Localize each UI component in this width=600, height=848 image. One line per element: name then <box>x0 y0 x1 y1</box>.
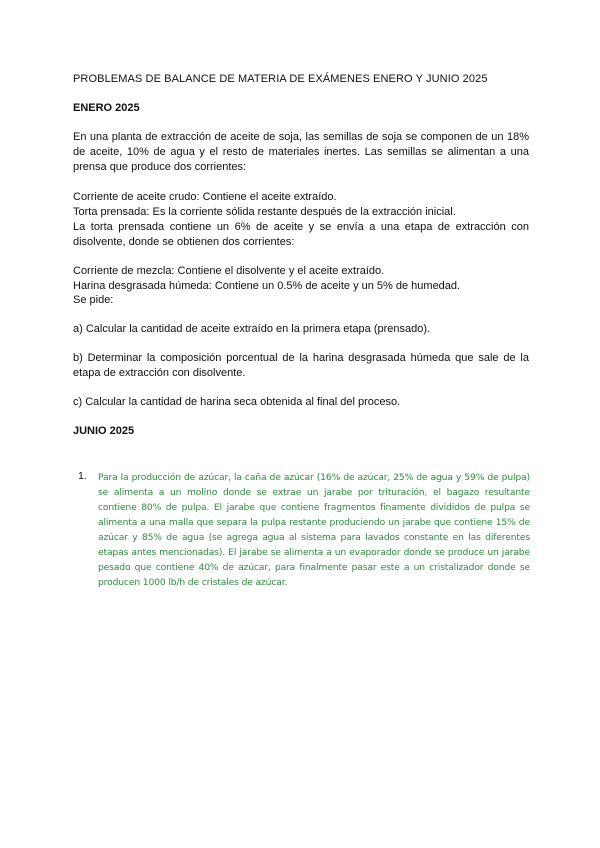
section-heading-junio: JUNIO 2025 <box>73 425 135 437</box>
enero-stream-crude-oil: Corriente de aceite crudo: Contiene el aceite extraído. <box>73 191 337 203</box>
junio-item-number: 1. <box>78 470 87 482</box>
junio-item-text: Para la producción de azúcar, la caña de azúcar (16% de azúcar, 25% de agua y 59% de pulpa) se alimenta a un molino donde se extrae un jarabe por trituración, el bagazo resultante contiene 80% de pulpa. El jarabe que contiene fragmentos finamente divididos de pulpa se alimenta a una malla que separa la pulpa restante produciendo un jarabe que contiene 15% de azúcar y 85% de agua (se agrega agua al sistema para lavados constante en las diferentes etapas antes mencionadas). El jarabe se alimenta a un evaporador donde se produce un jarabe pesado que contiene 40% de azúcar, para finalmente pasar este a un cristalizador donde se producen 1000 lb/h de cristales de azúcar. <box>98 472 530 588</box>
enero-stream-mixture: Corriente de mezcla: Contiene el disolvente y el aceite extraído. <box>73 265 385 277</box>
enero-se-pide: Se pide: <box>73 294 114 306</box>
enero-intro-paragraph: En una planta de extracción de aceite de soja, las semillas de soja se componen de un 18% de aceite, 10% de agua y el resto de materiales inertes. Las semillas se alimentan a una prensa que produce dos corrientes: <box>73 131 529 173</box>
enero-stage2-paragraph: La torta prensada contiene un 6% de aceite y se envía a una etapa de extracción con disolvente, donde se obtienen dos corrientes: <box>73 221 529 248</box>
enero-question-b: b) Determinar la composición porcentual de la harina desgrasada húmeda que sale de la etapa de extracción con disolvente. <box>73 352 529 379</box>
section-heading-enero: ENERO 2025 <box>73 102 140 114</box>
enero-stream-press-cake: Torta prensada: Es la corriente sólida restante después de la extracción inicial. <box>73 206 456 218</box>
enero-question-c: c) Calcular la cantidad de harina seca obtenida al final del proceso. <box>73 396 401 408</box>
enero-stream-wet-meal: Harina desgrasada húmeda: Contiene un 0.5% de aceite y un 5% de humedad. <box>73 280 461 292</box>
document-title: PROBLEMAS DE BALANCE DE MATERIA DE EXÁMENES ENERO Y JUNIO 2025 <box>73 73 488 85</box>
enero-question-a: a) Calcular la cantidad de aceite extraído en la primera etapa (prensado). <box>73 323 431 335</box>
